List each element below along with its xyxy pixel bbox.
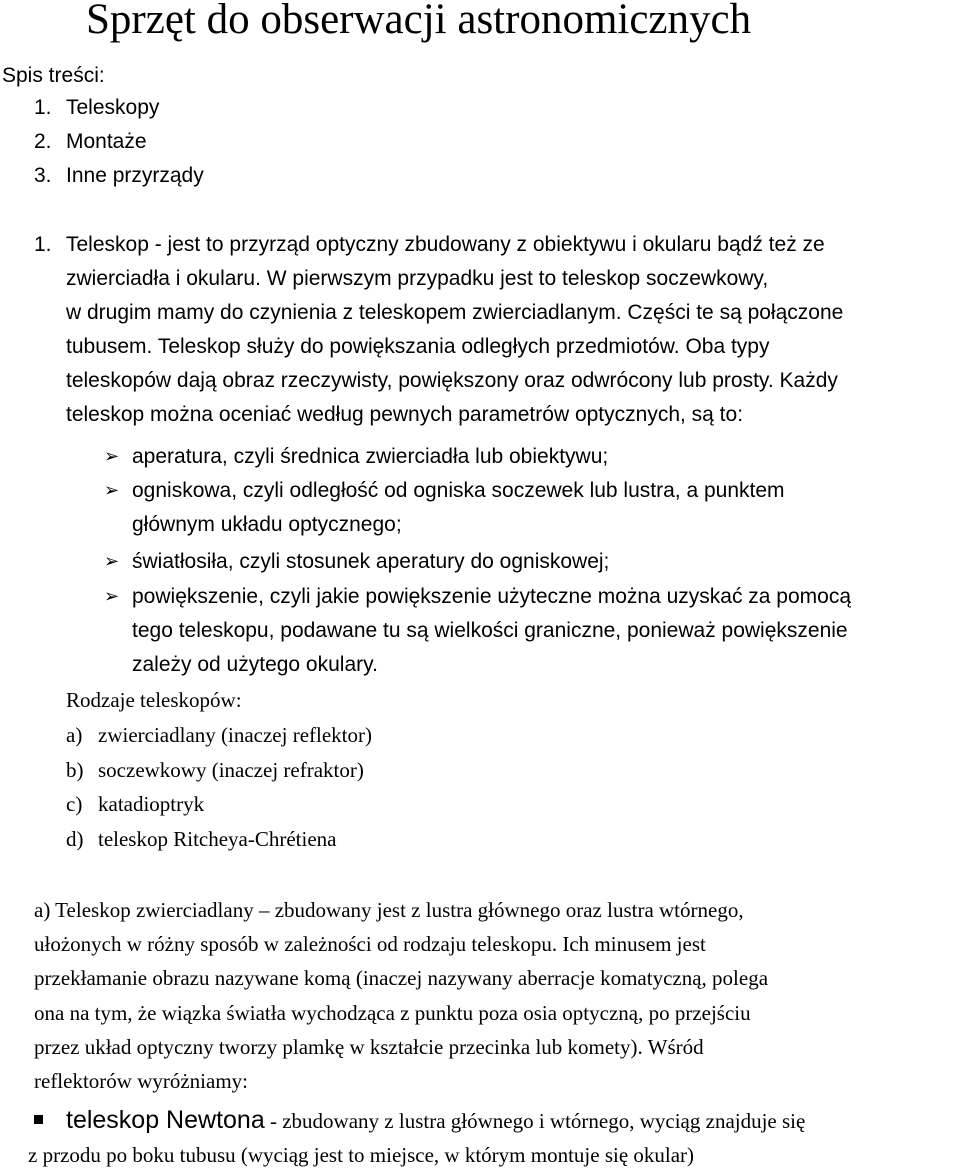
newton-desc: - zbudowany z lustra głównego i wtórnego, wyciąg znajduje się	[264, 1109, 806, 1133]
reflector-line: reflektorów wyróżniamy:	[34, 1069, 249, 1093]
types-item: teleskop Ritcheya-Chrétiena	[98, 827, 337, 851]
types-item: katadioptryk	[98, 792, 205, 816]
types-item-letter: c)	[66, 792, 83, 816]
reflector-line: przekłamanie obrazu nazywane komą (inaczej nazywany aberracje komatyczną, polega	[34, 966, 769, 990]
toc-item-num: 1.	[34, 96, 52, 119]
arrow-bullet-icon: ➢	[104, 480, 120, 501]
reflector-line: przez układ optyczny tworzy plamkę w kształcie przecinka lub komety). Wśród	[34, 1035, 704, 1059]
types-item-letter: b)	[66, 758, 84, 782]
bullet-text: zależy od użytego okulary.	[132, 653, 378, 676]
types-item: soczewkowy (inaczej refraktor)	[98, 758, 364, 782]
bullet-text: głównym układu optycznego;	[132, 513, 402, 536]
newton-line	[66, 1103, 805, 1138]
reflector-line: ułożonych w różny sposób w zależności od rodzaju teleskopu. Ich minusem jest	[34, 932, 706, 956]
toc-item-num: 2.	[34, 130, 52, 153]
types-heading: Rodzaje teleskopów:	[66, 688, 242, 712]
bullet-text: powiększenie, czyli jakie powiększenie użyteczne można uzyskać za pomocą	[132, 585, 852, 608]
section-number: 1.	[34, 233, 52, 256]
toc-item-inne: Inne przyrządy	[66, 164, 204, 187]
bullet-text: ogniskowa, czyli odległość od ogniska soczewek lub lustra, a punktem	[132, 479, 785, 502]
arrow-bullet-icon: ➢	[104, 586, 120, 607]
types-item-letter: a)	[66, 723, 83, 747]
square-bullet-icon	[34, 1115, 43, 1124]
toc-item-teleskopy: Teleskopy	[66, 96, 160, 119]
bullet-text: tego teleskopu, podawane tu są wielkości graniczne, ponieważ powiększenie	[132, 619, 848, 642]
newton-name: teleskop Newtona	[66, 1106, 265, 1134]
types-item: zwierciadlany (inaczej reflektor)	[98, 723, 372, 747]
page-title: Sprzęt do obserwacji astronomicznych	[86, 0, 752, 43]
bullet-text: aperatura, czyli średnica zwierciadła lub obiektywu;	[132, 445, 609, 468]
arrow-bullet-icon: ➢	[104, 446, 120, 467]
types-item-letter: d)	[66, 827, 84, 851]
section-line: teleskop można oceniać według pewnych parametrów optycznych, są to:	[66, 403, 744, 426]
section-line: w drugim mamy do czynienia z teleskopem zwierciadlanym. Części te są połączone	[66, 301, 844, 324]
section-line: teleskopów dają obraz rzeczywisty, powiększony oraz odwrócony lub prosty. Każdy	[66, 369, 838, 392]
reflector-line: a) Teleskop zwierciadlany – zbudowany jest z lustra głównego oraz lustra wtórnego,	[34, 898, 744, 922]
toc-item-num: 3.	[34, 164, 52, 187]
newton-line2: z przodu po boku tubusu (wyciąg jest to miejsce, w którym montuje się okular)	[28, 1143, 695, 1167]
section-line: zwierciadła i okularu. W pierwszym przypadku jest to teleskop soczewkowy,	[66, 267, 769, 290]
arrow-bullet-icon: ➢	[104, 551, 120, 572]
bullet-text: światłosiła, czyli stosunek aperatury do ogniskowej;	[132, 550, 610, 573]
section-line: Teleskop - jest to przyrząd optyczny zbudowany z obiektywu i okularu bądź też ze	[66, 233, 825, 256]
toc-label: Spis treści:	[2, 64, 105, 87]
reflector-line: ona na tym, że wiązka światła wychodząca z punktu poza osia optyczną, po przejściu	[34, 1001, 751, 1025]
toc-item-montaze: Montaże	[66, 130, 147, 153]
section-line: tubusem. Teleskop służy do powiększania odległych przedmiotów. Oba typy	[66, 335, 770, 358]
